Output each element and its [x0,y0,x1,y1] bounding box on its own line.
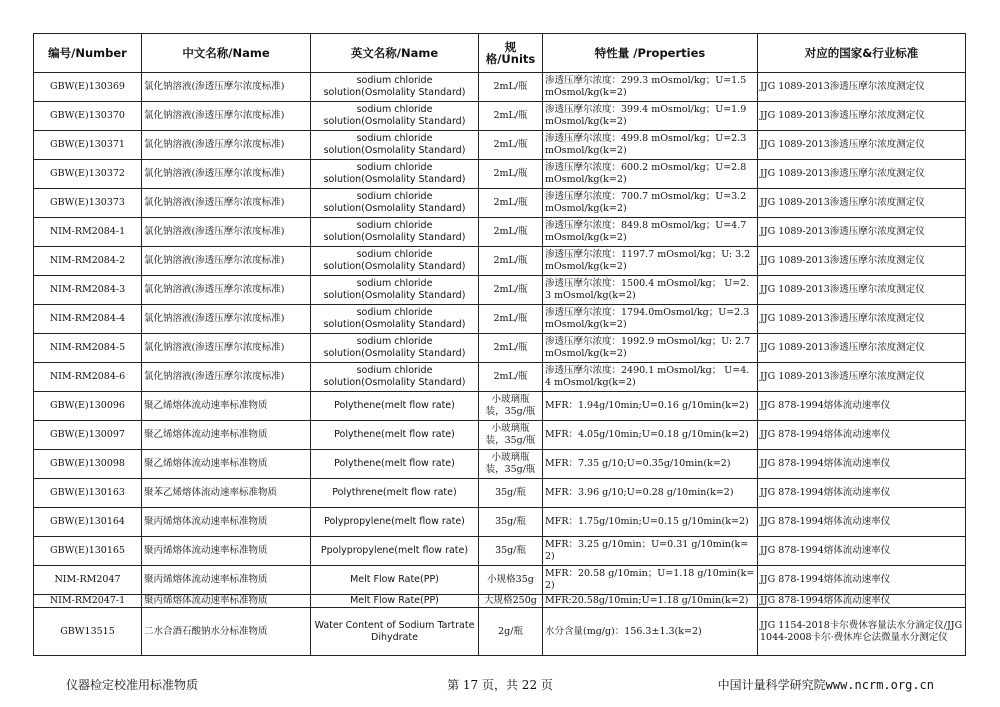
cell-spec: 2mL/瓶 [479,247,543,276]
cell-name-cn: 聚乙烯熔体流动速率标准物质 [142,392,311,421]
cell-spec: 2mL/瓶 [479,131,543,160]
header-standard: 对应的国家&行业标准 [758,34,966,73]
cell-standard: JJG 1089-2013渗透压摩尔浓度测定仪 [758,218,966,247]
cell-name-cn: 聚丙烯熔体流动速率标准物质 [142,537,311,566]
cell-standard: JJG 1089-2013渗透压摩尔浓度测定仪 [758,73,966,102]
table-row [34,160,966,189]
cell-properties: 渗透压摩尔浓度：1992.9 mOsmol/kg；U: 2.7 mOsmol/kg(k=2) [543,334,758,363]
header-name-en: 英文名称/Name [311,34,479,73]
cell-number: NIM-RM2084-2 [34,247,142,276]
cell-properties: 渗透压摩尔浓度：399.4 mOsmol/kg；U=1.9 mOsmol/kg(k=2) [543,102,758,131]
cell-name-cn: 氯化钠溶液(渗透压摩尔浓度标准) [142,276,311,305]
cell-name-en: sodium chloride solution(Osmolality Standard) [311,218,479,247]
cell-spec: 35g/瓶 [479,479,543,508]
cell-number: GBW(E)130373 [34,189,142,218]
cell-standard: JJG 1089-2013渗透压摩尔浓度测定仪 [758,334,966,363]
header-number: 编号/Number [34,34,142,73]
cell-number: GBW(E)130369 [34,73,142,102]
cell-name-en: sodium chloride solution(Osmolality Standard) [311,73,479,102]
cell-standard: JJG 878-1994熔体流动速率仪 [758,479,966,508]
table-row [34,131,966,160]
cell-name-en: Polythene(melt flow rate) [311,421,479,450]
cell-name-en: sodium chloride solution(Osmolality Standard) [311,276,479,305]
table-header-row [34,34,966,73]
cell-number: GBW(E)130372 [34,160,142,189]
cell-standard: JJG 1089-2013渗透压摩尔浓度测定仪 [758,276,966,305]
cell-number: GBW(E)130097 [34,421,142,450]
cell-name-en: sodium chloride solution(Osmolality Standard) [311,363,479,392]
table-row [34,421,966,450]
cell-name-cn: 聚乙烯熔体流动速率标准物质 [142,450,311,479]
cell-number: GBW(E)130165 [34,537,142,566]
cell-name-cn: 氯化钠溶液(渗透压摩尔浓度标准) [142,363,311,392]
footer-page-number: 第 17 页，共 22 页 [447,678,553,692]
cell-properties: 渗透压摩尔浓度：849.8 mOsmol/kg；U=4.7 mOsmol/kg(k=2) [543,218,758,247]
cell-name-cn: 氯化钠溶液(渗透压摩尔浓度标准) [142,102,311,131]
table-row [34,608,966,656]
cell-name-cn: 二水合酒石酸钠水分标准物质 [142,608,311,656]
cell-properties: MFR：20.58 g/10min；U=1.18 g/10min(k=2) [543,566,758,595]
cell-name-en: sodium chloride solution(Osmolality Standard) [311,160,479,189]
cell-properties: 渗透压摩尔浓度：1197.7 mOsmol/kg；U: 3.2 mOsmol/kg(k=2) [543,247,758,276]
cell-name-en: sodium chloride solution(Osmolality Standard) [311,131,479,160]
table-row [34,334,966,363]
cell-name-cn: 氯化钠溶液(渗透压摩尔浓度标准) [142,160,311,189]
table-row [34,450,966,479]
cell-spec: 2mL/瓶 [479,189,543,218]
cell-number: NIM-RM2084-6 [34,363,142,392]
cell-spec: 35g/瓶 [479,508,543,537]
cell-number: GBW(E)130096 [34,392,142,421]
cell-name-cn: 聚丙烯熔体流动速率标准物质 [142,595,311,608]
cell-number: GBW(E)130098 [34,450,142,479]
cell-name-cn: 氯化钠溶液(渗透压摩尔浓度标准) [142,189,311,218]
cell-name-en: Water Content of Sodium Tartrate Dihydrate [311,608,479,656]
cell-name-cn: 聚丙烯熔体流动速率标准物质 [142,566,311,595]
cell-name-en: sodium chloride solution(Osmolality Standard) [311,102,479,131]
cell-spec: 小玻璃瓶 装，35g/瓶 [479,450,543,479]
cell-name-en: Melt Flow Rate(PP) [311,595,479,608]
cell-standard: JJG 878-1994熔体流动速率仪 [758,392,966,421]
cell-standard: JJG 1089-2013渗透压摩尔浓度测定仪 [758,247,966,276]
cell-spec: 小玻璃瓶 装，35g/瓶 [479,421,543,450]
cell-number: GBW(E)130164 [34,508,142,537]
cell-properties: 渗透压摩尔浓度：600.2 mOsmol/kg；U=2.8 mOsmol/kg(k=2) [543,160,758,189]
cell-name-cn: 聚乙烯熔体流动速率标准物质 [142,421,311,450]
cell-spec: 小玻璃瓶 装，35g/瓶 [479,392,543,421]
cell-name-en: Melt Flow Rate(PP) [311,566,479,595]
cell-properties: MFR：7.35 g/10;U=0.35g/10min(k=2) [543,450,758,479]
cell-name-en: sodium chloride solution(Osmolality Standard) [311,189,479,218]
cell-standard: JJG 1089-2013渗透压摩尔浓度测定仪 [758,363,966,392]
cell-name-en: Polythrene(melt flow rate) [311,479,479,508]
table-row [34,508,966,537]
cell-name-cn: 氯化钠溶液(渗透压摩尔浓度标准) [142,73,311,102]
table-row [34,189,966,218]
cell-name-en: sodium chloride solution(Osmolality Standard) [311,305,479,334]
cell-name-en: sodium chloride solution(Osmolality Standard) [311,334,479,363]
cell-name-cn: 氯化钠溶液(渗透压摩尔浓度标准) [142,305,311,334]
cell-properties: 渗透压摩尔浓度：2490.1 mOsmol/kg； U=4.4 mOsmol/kg(k=2) [543,363,758,392]
header-spec: 规格/Units [479,34,543,73]
cell-standard: JJG 878-1994熔体流动速率仪 [758,566,966,595]
table-row [34,305,966,334]
table-row [34,595,966,608]
cell-spec: 2mL/瓶 [479,334,543,363]
cell-standard: JJG 1089-2013渗透压摩尔浓度测定仪 [758,189,966,218]
cell-spec: 2mL/瓶 [479,276,543,305]
cell-properties: MFR：4.05g/10min;U=0.18 g/10min(k=2) [543,421,758,450]
cell-spec: 大规格250g [479,595,543,608]
cell-properties: 渗透压摩尔浓度：700.7 mOsmol/kg；U=3.2 mOsmol/kg(k=2) [543,189,758,218]
cell-name-cn: 聚丙烯熔体流动速率标准物质 [142,508,311,537]
cell-properties: MFR：3.96 g/10;U=0.28 g/10min(k=2) [543,479,758,508]
cell-properties: MFR:20.58g/10min;U=1.18 g/10min(k=2) [543,595,758,608]
cell-properties: 水分含量(mg/g)：156.3±1.3(k=2) [543,608,758,656]
cell-standard: JJG 1154-2018卡尔费休容量法水分滴定仪/JJG 1044-2008卡尔·费休库仑法微量水分测定仪 [758,608,966,656]
cell-number: NIM-RM2084-3 [34,276,142,305]
header-name-cn: 中文名称/Name [142,34,311,73]
cell-number: GBW(E)130371 [34,131,142,160]
cell-properties: 渗透压摩尔浓度：299.3 mOsmol/kg；U=1.5 mOsmol/kg(k=2) [543,73,758,102]
cell-standard: JJG 878-1994熔体流动速率仪 [758,508,966,537]
cell-standard: JJG 1089-2013渗透压摩尔浓度测定仪 [758,160,966,189]
cell-spec: 2mL/瓶 [479,160,543,189]
cell-name-en: Polythene(melt flow rate) [311,450,479,479]
cell-name-en: Ppolypropylene(melt flow rate) [311,537,479,566]
cell-spec: 2mL/瓶 [479,218,543,247]
cell-number: NIM-RM2047 [34,566,142,595]
table-row [34,276,966,305]
cell-name-en: Polythene(melt flow rate) [311,392,479,421]
table-row [34,218,966,247]
cell-name-cn: 氯化钠溶液(渗透压摩尔浓度标准) [142,247,311,276]
table-row [34,73,966,102]
cell-properties: MFR：1.94g/10min;U=0.16 g/10min(k=2) [543,392,758,421]
cell-name-cn: 氯化钠溶液(渗透压摩尔浓度标准) [142,131,311,160]
cell-properties: 渗透压摩尔浓度：1794.0mOsmol/kg；U=2.3 mOsmol/kg(k=2) [543,305,758,334]
cell-standard: JJG 1089-2013渗透压摩尔浓度测定仪 [758,131,966,160]
cell-spec: 2mL/瓶 [479,305,543,334]
table-row [34,392,966,421]
cell-standard: JJG 878-1994熔体流动速率仪 [758,537,966,566]
cell-properties: 渗透压摩尔浓度：1500.4 mOsmol/kg； U=2.3 mOsmol/kg(k=2) [543,276,758,305]
table-body [34,73,966,656]
footer-institute: 中国计量科学研究院www.ncrm.org.cn [717,678,934,692]
cell-standard: JJG 1089-2013渗透压摩尔浓度测定仪 [758,102,966,131]
cell-properties: MFR：3.25 g/10min；U=0.31 g/10min(k=2) [543,537,758,566]
cell-properties: MFR：1.75g/10min;U=0.15 g/10min(k=2) [543,508,758,537]
table-row [34,247,966,276]
cell-spec: 2mL/瓶 [479,363,543,392]
cell-standard: JJG 878-1994熔体流动速率仪 [758,421,966,450]
cell-properties: 渗透压摩尔浓度：499.8 mOsmol/kg；U=2.3 mOsmol/kg(k=2) [543,131,758,160]
cell-standard: JJG 878-1994熔体流动速率仪 [758,595,966,608]
cell-name-cn: 聚苯乙烯熔体流动速率标准物质 [142,479,311,508]
cell-standard: JJG 1089-2013渗透压摩尔浓度测定仪 [758,305,966,334]
cell-number: GBW(E)130370 [34,102,142,131]
cell-number: NIM-RM2084-5 [34,334,142,363]
cell-spec: 2mL/瓶 [479,73,543,102]
table-row [34,537,966,566]
header-properties: 特性量 /Properties [543,34,758,73]
cell-number: NIM-RM2084-4 [34,305,142,334]
cell-number: NIM-RM2084-1 [34,218,142,247]
table-row [34,102,966,131]
cell-number: NIM-RM2047-1 [34,595,142,608]
cell-name-cn: 氯化钠溶液(渗透压摩尔浓度标准) [142,218,311,247]
footer-document-title: 仪器检定校准用标准物质 [66,678,199,692]
cell-spec: 35g/瓶 [479,537,543,566]
cell-name-en: Polypropylene(melt flow rate) [311,508,479,537]
catalog-table [33,33,966,656]
cell-spec: 小规格35g [479,566,543,595]
cell-name-cn: 氯化钠溶液(渗透压摩尔浓度标准) [142,334,311,363]
cell-spec: 2mL/瓶 [479,102,543,131]
cell-standard: JJG 878-1994熔体流动速率仪 [758,450,966,479]
cell-number: GBW13515 [34,608,142,656]
cell-number: GBW(E)130163 [34,479,142,508]
cell-spec: 2g/瓶 [479,608,543,656]
table-row [34,363,966,392]
cell-name-en: sodium chloride solution(Osmolality Standard) [311,247,479,276]
table-row [34,479,966,508]
table-row [34,566,966,595]
